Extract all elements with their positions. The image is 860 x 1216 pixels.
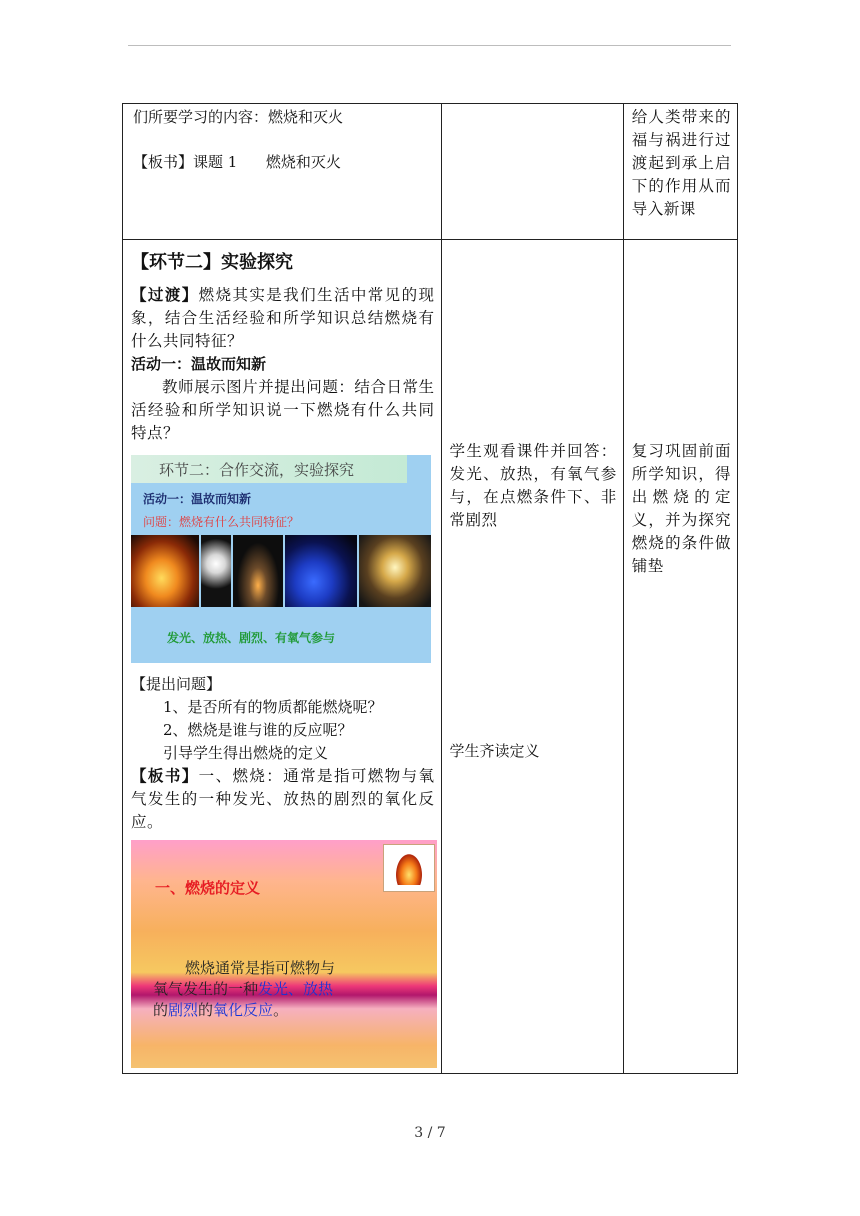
- slide-image-definition: [131, 840, 437, 1068]
- board-paragraph: [131, 765, 435, 834]
- sparkler-jar-photo: [359, 535, 431, 607]
- header-rule: [128, 45, 731, 46]
- design-intent-cell: [623, 104, 737, 240]
- table-row: [123, 104, 738, 240]
- slide-activity: 活动一：温故而知新: [143, 492, 252, 507]
- slide-title: 环节二：合作交流，实验探究: [159, 461, 355, 480]
- lesson-plan-table: [122, 103, 738, 1074]
- transition-paragraph: [131, 284, 435, 353]
- design-intent-text: 复习巩固前面所学知识，得出燃烧的定义，并为探究燃烧的条件做铺垫: [631, 442, 731, 576]
- slide-image-common-features: [131, 455, 431, 663]
- content-intro: 们所要学习的内容：燃烧和灭火: [133, 108, 344, 126]
- slide-summary: 发光、放热、剧烈、有氧气参与: [167, 631, 336, 646]
- guide-text: 引导学生得出燃烧的定义: [163, 744, 329, 763]
- transition-text: 燃烧其实是我们生活中常见的现象，结合生活经验和所学知识总结燃烧有什么共同特征？: [131, 286, 435, 351]
- slide-question: 问题：燃烧有什么共同特征？: [143, 515, 300, 530]
- ask-question-2: 2、燃烧是谁与谁的反应呢？: [163, 721, 353, 740]
- activity-title: 活动一：温故而知新: [131, 355, 267, 374]
- ask-title: 【提出问题】: [131, 675, 222, 694]
- section-title: 【环节二】实验探究: [131, 252, 293, 274]
- jar-burning-photo: [233, 535, 285, 607]
- student-activity-cell: [441, 104, 623, 240]
- campfire-icon: [383, 844, 435, 892]
- page-number: 3 / 7: [414, 1125, 446, 1141]
- table-row: [123, 240, 738, 1074]
- student-answer: 学生观看课件并回答：发光、放热，有氧气参与，在点燃条件下、非常剧烈: [449, 442, 617, 530]
- board-label: 【板书】: [131, 767, 199, 786]
- board-title: 【板书】课题 1 燃烧和灭火: [133, 153, 341, 171]
- teacher-text: 教师展示图片并提出问题：结合日常生活经验和所学知识说一下燃烧有什么共同特点？: [131, 378, 435, 443]
- design-intent-cell: [623, 240, 737, 1074]
- student-activity-cell: [441, 240, 623, 1074]
- teacher-activity-cell: [123, 240, 442, 1074]
- slide-title: 一、燃烧的定义: [155, 879, 261, 898]
- board-text: 一、燃烧：通常是指可燃物与氧气发生的一种发光、放热的剧烈的氧化反应。: [131, 767, 435, 832]
- blue-flame-photo: [285, 535, 359, 607]
- ask-question-1: 1、是否所有的物质都能燃烧呢？: [163, 698, 383, 717]
- design-intent-text: 给人类带来的福与祸进行过渡起到承上启下的作用从而导入新课: [631, 108, 731, 218]
- transition-label: 【过渡】: [131, 286, 199, 305]
- student-read: 学生齐读定义: [449, 742, 540, 761]
- combustion-photos: [131, 535, 431, 607]
- campfire-photo: [131, 535, 201, 607]
- definition-text: 燃烧通常是指可燃物与 氧气发生的一种发光、放热 的剧烈的氧化反应。: [153, 959, 336, 1020]
- teacher-activity-cell: [123, 104, 442, 240]
- match-photo: [201, 535, 233, 607]
